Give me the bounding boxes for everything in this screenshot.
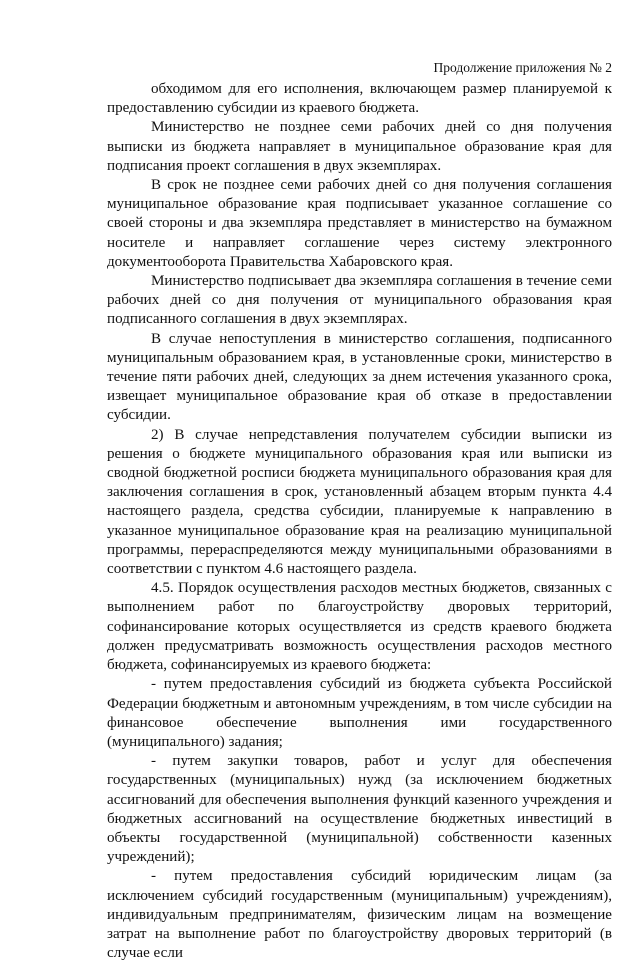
paragraph-municipality-signs: В срок не позднее семи рабочих дней со дня получения соглашения муниципальное образование края подписывает указанное соглашение со своей стороны и два экземпляра представляет в министерство на бумажном носителе и направляет соглашение через систему электронного документооборота Правительства Хабаровского края. [107,177,612,270]
paragraph-non-receipt: В случае непоступления в министерство соглашения, подписанного муниципальным образованием края, в установленные сроки, министерство в течение пяти рабочих дней, следующих за днем истечения указанного срока, извещает муниципальное образование края об отказе в предоставлении субсидии. [107,330,612,424]
document-body [107,80,612,963]
list-item-procurement: - путем закупки товаров, работ и услуг для обеспечения государственных (муниципальных) нужд (за исключением бюджетных ассигнований для обеспечения выполнения функций казенного учреждения и бюджетных ассигнований на осуществление бюджетных инвестиций в объекты государственной (муниципальной) собственности казенных учреждений); [107,753,612,866]
paragraph-ministry-signs: Министерство подписывает два экземпляра соглашения в течение семи рабочих дней со дня получения от муниципального образования края подписанного соглашения в двух экземплярах. [107,273,612,328]
paragraph-redistribution: 2) В случае непредставления получателем субсидии выписки из решения о бюджете муниципального образования края или выписки из сводной бюджетной росписи бюджета муниципального образования края для заключения соглашения в срок, установленный абзацем вторым пункта 4.4 настоящего раздела, средства субсидии, планируемые к направлению в указанное муниципальное образование края на реализацию муниципальной программы, перераспределяются между муниципальными образованиями в соответствии с пунктом 4.6 настоящего раздела. [107,426,612,578]
paragraph-ministry-sends-agreement: Министерство не позднее семи рабочих дней со дня получения выписки из бюджета направляет в муниципальное образование края для подписания проект соглашения в двух экземплярах. [107,119,612,174]
appendix-continuation-header: Продолжение приложения № 2 [433,60,612,75]
list-item-subsidies-institutions: - путем предоставления субсидий из бюджета субъекта Российской Федерации бюджетным и автономным учреждениям, в том числе субсидии на финансовое обеспечение выполнения ими государственного (муниципального) задания; [107,676,612,750]
paragraph-4-5-procedure: 4.5. Порядок осуществления расходов местных бюджетов, связанных с выполнением работ по благоустройству дворовых территорий, софинансирование которых осуществляется из средств краевого бюджета должен предусматривать возможность осуществления расходов местного бюджета, софинансируемых из краевого бюджета: [107,580,612,674]
list-item-subsidies-legal-entities: - путем предоставления субсидий юридическим лицам (за исключением субсидий государственным (муниципальным) учреждениям), индивидуальным предпринимателям, физическим лицам на возмещение затрат на выполнение работ по благоустройству дворовых территорий (в случае если [107,868,612,962]
paragraph-subsidy-size: обходимом для его исполнения, включающем размер планируемой к предоставлению субсидии из краевого бюджета. [107,81,612,117]
